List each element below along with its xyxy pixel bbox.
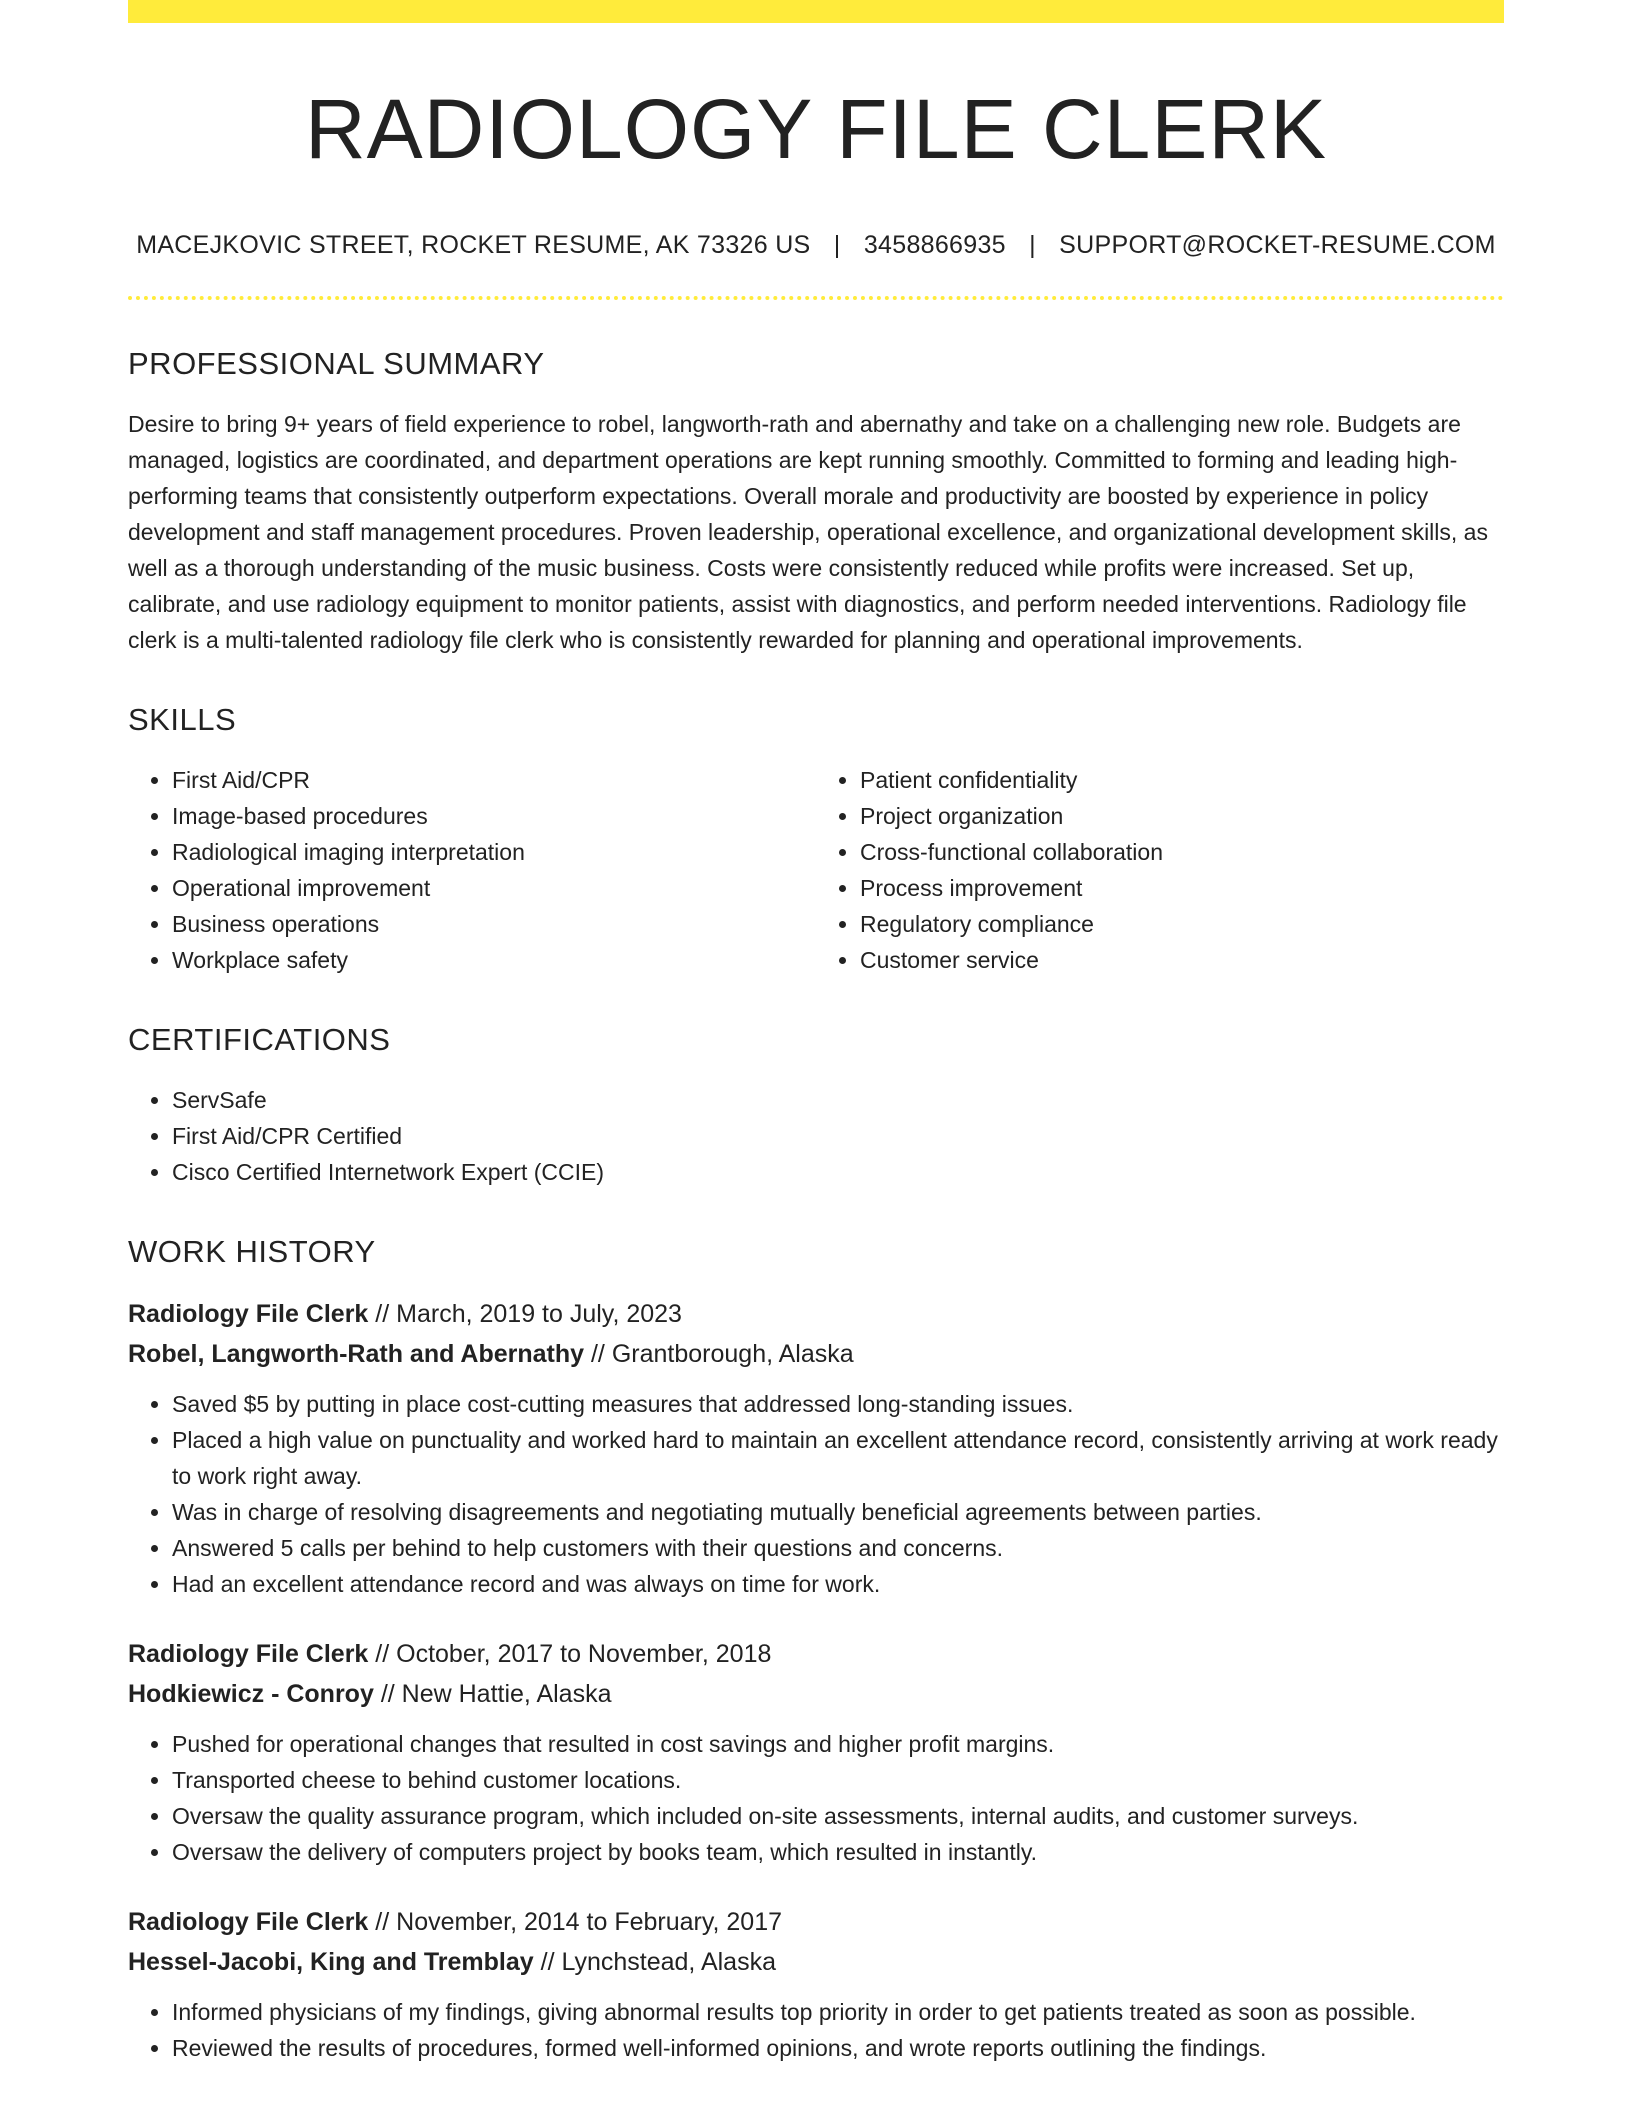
skill-item: • Customer service [860, 942, 1504, 978]
contact-address: MACEJKOVIC STREET, ROCKET RESUME, AK 73326 US [136, 231, 811, 260]
skill-item: • Regulatory compliance [860, 906, 1504, 942]
skills-columns [128, 762, 1504, 978]
contact-separator: | [1029, 231, 1036, 260]
skill-item: • Cross-functional collaboration [860, 834, 1504, 870]
job-location: // Grantborough, Alaska [590, 1340, 854, 1369]
job-entry [128, 1902, 1504, 2066]
job-bullet: • Transported cheese to behind customer locations. [172, 1762, 1504, 1798]
skills-right-list [816, 762, 1504, 978]
contact-separator: | [833, 231, 841, 260]
job-bullet: • Saved $5 by putting in place cost-cutting measures that addressed long-standing issues. [172, 1386, 1504, 1422]
job-bullet: • Placed a high value on punctuality and worked hard to maintain an excellent attendance record, consistently arriving at work ready to work right away. [172, 1422, 1504, 1494]
job-title-line [128, 1634, 1504, 1674]
job-location: // Lynchstead, Alaska [540, 1948, 776, 1977]
job-bullet: • Informed physicians of my findings, giving abnormal results top priority in order to get patients treated as soon as possible. [172, 1994, 1504, 2030]
skill-item: • Workplace safety [172, 942, 816, 978]
job-bullet: • Had an excellent attendance record and was always on time for work. [172, 1566, 1504, 1602]
job-location: // New Hattie, Alaska [380, 1680, 612, 1709]
job-bullet: • Pushed for operational changes that resulted in cost savings and higher profit margins. [172, 1726, 1504, 1762]
job-company-line [128, 1674, 1504, 1714]
resume-page [128, 0, 1504, 2066]
summary-title: PROFESSIONAL SUMMARY [128, 346, 545, 382]
job-bullets [128, 1726, 1504, 1870]
job-dates: // November, 2014 to February, 2017 [375, 1908, 783, 1937]
skill-item: • Radiological imaging interpretation [172, 834, 816, 870]
job-company-line [128, 1334, 1504, 1374]
job-bullet: • Oversaw the quality assurance program, which included on-site assessments, internal audits, and customer surveys. [172, 1798, 1504, 1834]
job-bullet: • Oversaw the delivery of computers project by books team, which resulted in instantly. [172, 1834, 1504, 1870]
job-bullet: • Answered 5 calls per behind to help customers with their questions and concerns. [172, 1530, 1504, 1566]
job-entry [128, 1634, 1504, 1870]
skill-item: • Business operations [172, 906, 816, 942]
resume-name: RADIOLOGY FILE CLERK [304, 82, 1328, 176]
job-dates: // March, 2019 to July, 2023 [375, 1300, 682, 1329]
skill-item: • Patient confidentiality [860, 762, 1504, 798]
skill-item: • Project organization [860, 798, 1504, 834]
job-bullet: • Was in charge of resolving disagreements and negotiating mutually beneficial agreements between parties. [172, 1494, 1504, 1530]
job-role: Radiology File Clerk [128, 1300, 369, 1329]
certifications-title: CERTIFICATIONS [128, 1022, 391, 1058]
skill-item: • Operational improvement [172, 870, 816, 906]
job-entry [128, 1294, 1504, 1602]
skill-item: • First Aid/CPR [172, 762, 816, 798]
job-company: Hessel-Jacobi, King and Tremblay [128, 1948, 534, 1977]
contact-phone: 3458866935 [863, 231, 1006, 260]
certification-item: • Cisco Certified Internetwork Expert (CCIE) [172, 1154, 1504, 1190]
job-company: Robel, Langworth-Rath and Abernathy [128, 1340, 585, 1369]
job-bullets [128, 1994, 1504, 2066]
summary-text: Desire to bring 9+ years of field experience to robel, langworth-rath and abernathy and take on a challenging new role. Budgets are managed, logistics are coordinated, and department operations are kept running smoothly. Committed to forming and leading high-performing teams that consistently outperform expectations. Overall morale and productivity are boosted by experience in policy development and staff management procedures. Proven leadership, operational excellence, and organizational development skills, as well as a thorough understanding of the music business. Costs were consistently reduced while profits were increased. Set up, calibrate, and use radiology equipment to monitor patients, assist with diagnostics, and perform needed interventions. Radiology file clerk is a multi-talented radiology file clerk who is consistently rewarded for planning and operational improvements. [128, 411, 1488, 654]
top-accent-bar [128, 0, 1504, 23]
job-role: Radiology File Clerk [128, 1908, 369, 1937]
skill-item: • Process improvement [860, 870, 1504, 906]
certification-item: • First Aid/CPR Certified [172, 1118, 1504, 1154]
work-history-title: WORK HISTORY [128, 1234, 376, 1270]
certification-item: • ServSafe [172, 1082, 1504, 1118]
job-company: Hodkiewicz - Conroy [128, 1680, 374, 1709]
job-dates: // October, 2017 to November, 2018 [375, 1640, 772, 1669]
skills-title: SKILLS [128, 702, 237, 738]
job-title-line [128, 1294, 1504, 1334]
contact-line [128, 231, 1504, 260]
job-company-line [128, 1942, 1504, 1982]
job-title-line [128, 1902, 1504, 1942]
job-role: Radiology File Clerk [128, 1640, 369, 1669]
skills-left-list [128, 762, 816, 978]
job-bullets [128, 1386, 1504, 1602]
header-divider [128, 296, 1504, 300]
job-bullet: • Reviewed the results of procedures, formed well-informed opinions, and wrote reports outlining the findings. [172, 2030, 1504, 2066]
skill-item: • Image-based procedures [172, 798, 816, 834]
contact-email: SUPPORT@ROCKET-RESUME.COM [1059, 231, 1496, 260]
certifications-list [128, 1082, 1504, 1190]
